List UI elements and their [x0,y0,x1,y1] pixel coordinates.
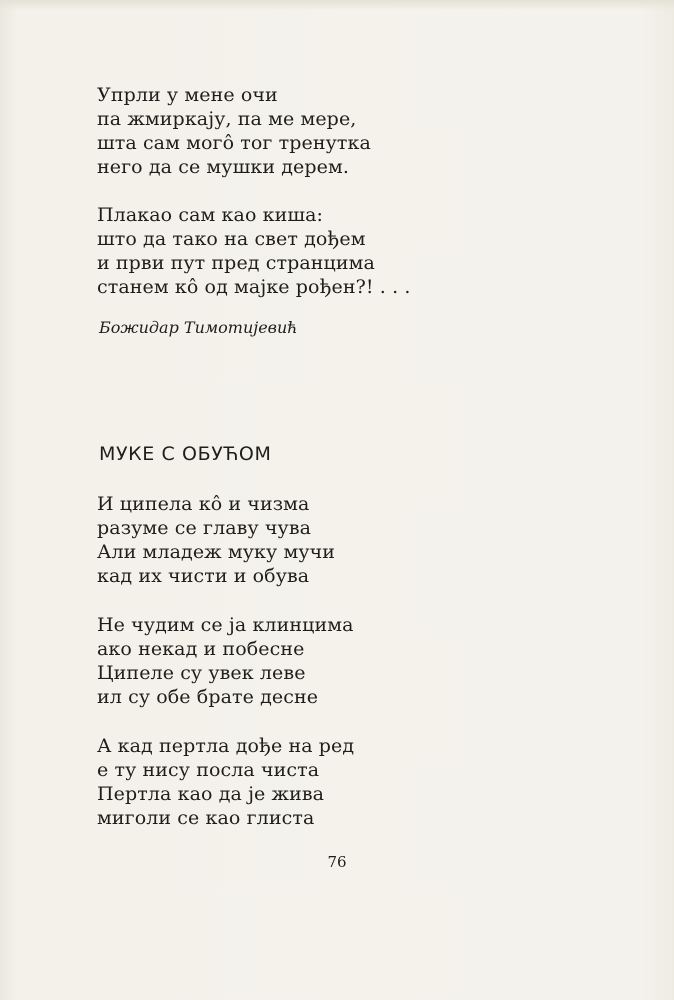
poem-stanza [97,83,371,179]
poem-stanza [97,203,411,299]
poem-line: него да се мушки дерем. [97,156,349,178]
poem-line: е ту нису посла чиста [97,759,320,781]
poem-stanza [97,734,354,830]
poem-line: и први пут пред странцима [97,252,375,274]
poem-line: шта сам могô тог тренутка [97,132,371,154]
poem-line: кад их чисти и обува [97,565,310,587]
poem-line: Не чудим се ја клинцима [97,614,354,636]
poem-line: што да тако на свет дођем [97,228,366,250]
poem-title: МУКЕ С ОБУЋОМ [99,443,272,465]
poem-line: па жмиркају, па ме мере, [97,108,357,130]
poem-stanza [97,492,335,588]
poem-stanza [97,613,354,709]
poem-line: Плакао сам као киша: [97,204,324,226]
poem-line: И ципела кô и чизма [97,493,310,515]
page-number: 76 [327,853,347,871]
poem-line: Али младеж муку мучи [97,541,336,563]
page-top-edge [0,0,674,10]
poem-line: разуме се главу чува [97,517,312,539]
poem-line: ако некад и побесне [97,638,305,660]
poem-author: Божидар Тимотијевић [99,318,298,337]
poem-line: станем кô од мајке рођен?! . . . [97,276,411,298]
poem-line: ил су обе брате десне [97,686,319,708]
poem-line: Упрли у мене очи [97,84,278,106]
poem-line: А кад пертла дође на ред [97,735,355,757]
poem-line: Пертла као да је жива [97,783,325,805]
poem-line: миголи се као глиста [97,807,315,829]
poem-line: Ципеле су увек леве [97,662,306,684]
